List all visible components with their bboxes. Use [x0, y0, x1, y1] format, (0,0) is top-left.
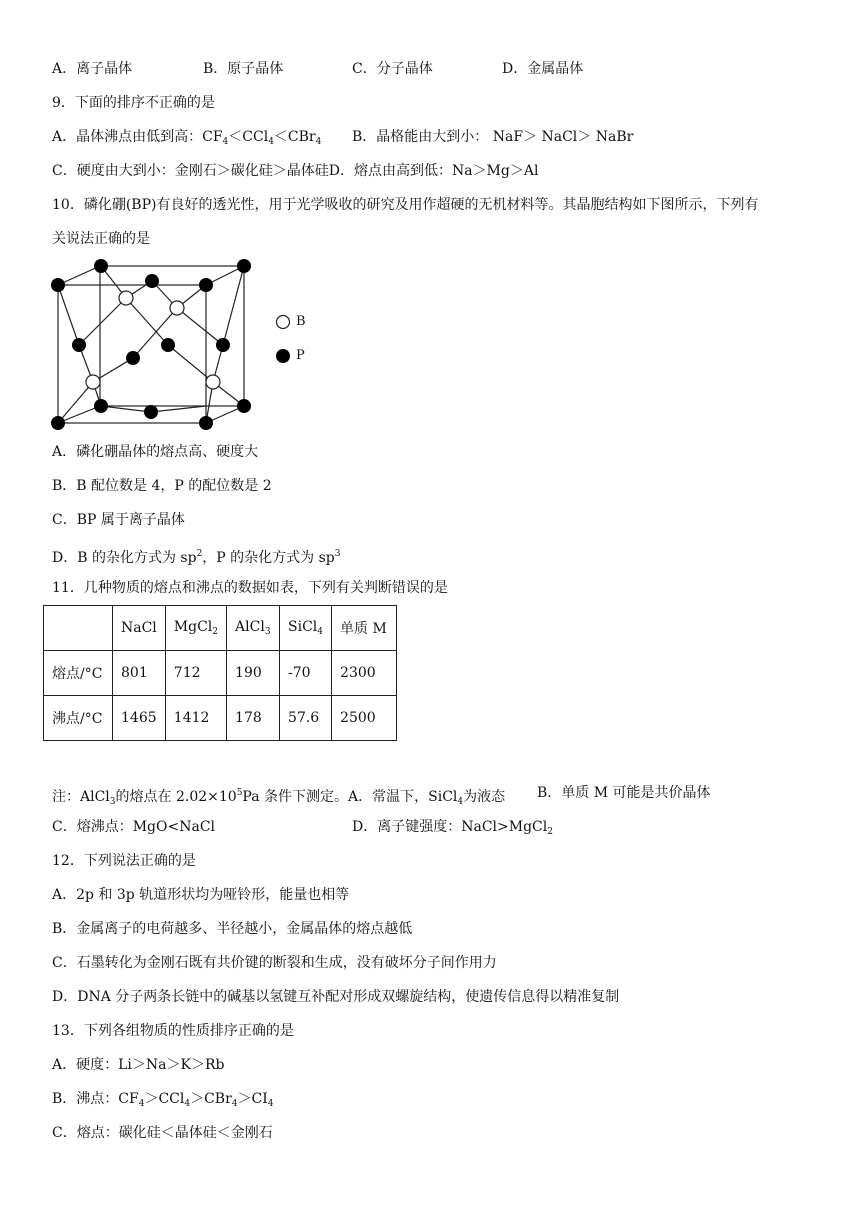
q9-stem: 9．下面的排序不正确的是 [52, 95, 215, 111]
header-cell: SiCl$_4$ [280, 606, 332, 651]
q13-option-b: B．沸点：$CF_4>CCl_4>CBr_4>CI_4$ [52, 1091, 274, 1109]
q8-option-c: C．分子晶体 [352, 61, 433, 77]
header-cell: AlCl$_3$ [227, 606, 280, 651]
table-row [44, 696, 397, 741]
q11-option-b: B．单质 M 可能是共价晶体 [537, 785, 711, 801]
q12-stem: 12．下列说法正确的是 [52, 853, 196, 869]
q10-option-a: A．磷化硼晶体的熔点高、硬度大 [52, 444, 259, 460]
q10-stem-line1: 10．磷化硼(BP)有良好的透光性，用于光学吸收的研究及用作超硬的无机材料等。其晶胞结构如下图所示，下列有 [52, 197, 759, 213]
table-row [44, 651, 397, 696]
q13-option-a: A．硬度：Li＞Na＞K＞Rb [52, 1057, 225, 1073]
q10-stem-line2: 关说法正确的是 [52, 231, 150, 247]
q8-option-d: D．金属晶体 [502, 61, 584, 77]
table-cell: 2300 [332, 651, 397, 696]
q8-option-a: A．离子晶体 [52, 61, 133, 77]
table-cell: 1465 [113, 696, 166, 741]
table-cell: 1412 [165, 696, 226, 741]
q9-option-b: B．晶格能由大到小： NaF＞ NaCl＞ NaBr [352, 129, 634, 145]
table-cell: 178 [227, 696, 280, 741]
q12-option-b: B．金属离子的电荷越多、半径越小，金属晶体的熔点越低 [52, 921, 413, 937]
melting-boiling-table [43, 605, 397, 741]
q10-option-c: C．BP 属于离子晶体 [52, 512, 185, 528]
header-cell: MgCl$_2$ [165, 606, 226, 651]
row-label: 熔点/°C [44, 651, 113, 696]
q12-option-c: C．石墨转化为金刚石既有共价键的断裂和生成，没有破坏分子间作用力 [52, 955, 497, 971]
table-header-row [44, 606, 397, 651]
table-cell: 57.6 [280, 696, 332, 741]
q11-option-d: D．离子键强度：NaCl>MgCl$_2$ [352, 819, 553, 837]
q8-option-b: B．原子晶体 [203, 61, 284, 77]
q13-option-c: C．熔点：碳化硅＜晶体硅＜金刚石 [52, 1125, 273, 1141]
q11-note-option-a: 注：AlCl$_3$的熔点在 $2.02\times 10^5Pa$ 条件下测定。A．常温下，SiCl$_4$为液态 [52, 788, 506, 807]
bp-unit-cell-diagram [48, 258, 258, 430]
legend-b-marker [275, 314, 291, 330]
q9-option-c: C．硬度由大到小：金刚石＞碳化硅＞晶体硅D．熔点由高到低：Na＞Mg＞Al [52, 163, 539, 179]
q11-option-c: C．熔沸点：MgO<NaCl [52, 819, 216, 835]
header-cell: 单质 M [332, 606, 397, 651]
header-cell [44, 606, 113, 651]
legend-p-marker [275, 348, 291, 364]
q13-stem: 13．下列各组物质的性质排序正确的是 [52, 1023, 294, 1039]
q10-option-d: D．B 的杂化方式为 $sp^2$，P 的杂化方式为 $sp^3$ [52, 549, 341, 566]
q9-option-a: A．晶体沸点由低到高：$CF_4<CCl_4<CBr_4$ [52, 129, 322, 147]
table-cell: 712 [165, 651, 226, 696]
q12-option-a: A．2p 和 3p 轨道形状均为哑铃形，能量也相等 [52, 887, 350, 903]
q12-option-d: D．DNA 分子两条长链中的碱基以氢键互补配对形成双螺旋结构，使遗传信息得以精准复制 [52, 989, 620, 1005]
q11-stem: 11．几种物质的熔点和沸点的数据如表，下列有关判断错误的是 [52, 580, 448, 596]
table-cell: 2500 [332, 696, 397, 741]
table-cell: 801 [113, 651, 166, 696]
row-label: 沸点/°C [44, 696, 113, 741]
table-cell: 190 [227, 651, 280, 696]
legend-p-label: P [296, 348, 305, 363]
table-cell: -70 [280, 651, 332, 696]
q10-option-b: B．B 配位数是 4，P 的配位数是 2 [52, 478, 272, 494]
header-cell: NaCl [113, 606, 166, 651]
legend-b-label: B [296, 314, 306, 329]
